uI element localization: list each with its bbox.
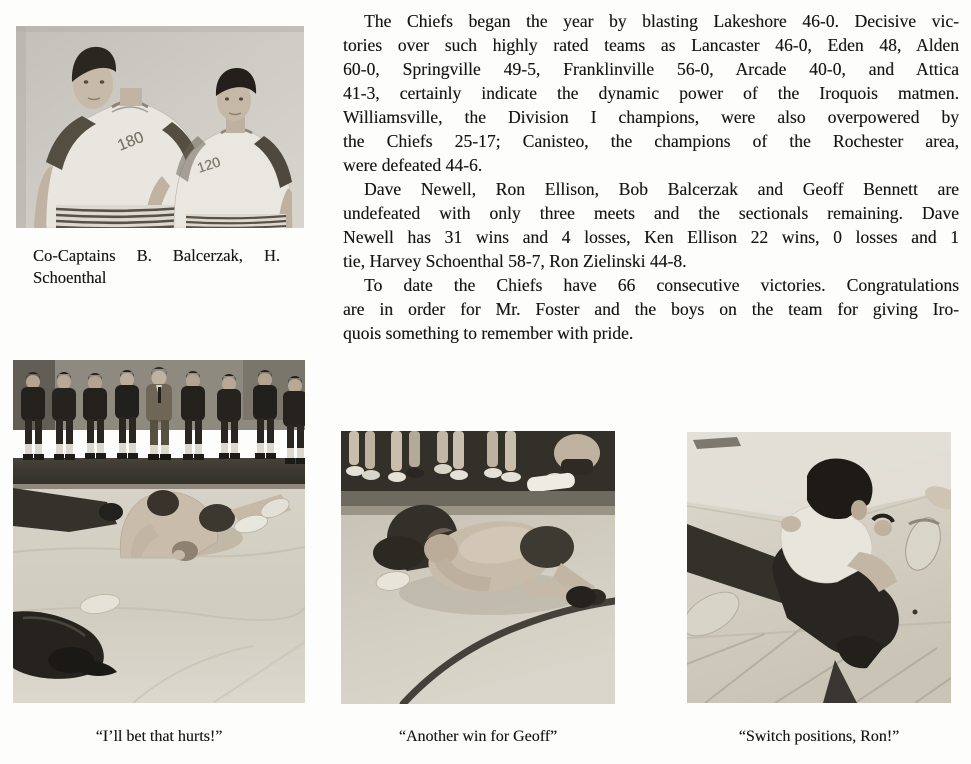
action-photo-pin (13, 360, 305, 703)
article-line: Newell has 31 wins and 4 losses, Ken Ellison 22 wins, 0 losses and 1 (343, 227, 959, 247)
article-paragraph (343, 9, 959, 177)
article-paragraph (343, 177, 959, 273)
article-line: quois something to remember with pride. (343, 323, 634, 343)
article-line: To date the Chiefs have 66 consecutive victories. Congratulations (364, 275, 959, 295)
article-text (343, 9, 959, 345)
article-line: 41-3, certainly indicate the dynamic power of the Iroquois matmen. (343, 83, 959, 103)
captains-caption-line2: Schoenthal (33, 267, 107, 287)
spectators-row (21, 367, 305, 464)
article-line: tie, Harvey Schoenthal 58-7, Ron Zielinski 44-8. (343, 251, 687, 271)
action-photo-2-graphic (341, 431, 615, 704)
captains-photo (16, 26, 304, 228)
article-line: the Chiefs 25-17; Canisteo, the champions of the Rochester area, (343, 131, 959, 151)
captains-caption-line1: Co-Captains B. Balcerzak, H. (33, 246, 280, 265)
action-photo-2-caption: “Another win for Geoff” (398, 728, 558, 745)
article-line: undefeated with only three meets and the sectionals remaining. Dave (343, 203, 959, 223)
action-photo-1-caption: “I’ll bet that hurts!” (95, 728, 223, 745)
article-line: 60-0, Springville 49-5, Franklinville 56-0, Arcade 40-0, and Attica (343, 59, 959, 79)
captains-photo-graphic (16, 26, 304, 228)
action-photo-3-caption: “Switch positions, Ron!” (738, 728, 900, 745)
action-photo-grapple (687, 432, 951, 703)
left-jersey-number: 180 (115, 128, 147, 155)
article-line: are in order for Mr. Foster and the boys on the team for giving Iro- (343, 299, 959, 319)
article-line: tories over such highly rated teams as Lancaster 46-0, Eden 48, Alden (343, 35, 959, 55)
right-jersey-number: 120 (194, 153, 223, 176)
action-photo-3-graphic (687, 432, 951, 703)
article-paragraph (343, 273, 959, 345)
article-line: Williamsville, the Division I champions, were also overpowered by (343, 107, 959, 127)
captains-caption (33, 245, 280, 288)
action-photo-1-graphic (13, 360, 305, 703)
article-line: The Chiefs began the year by blasting Lakeshore 46-0. Decisive vic- (364, 11, 959, 31)
action-photo-geoff-win (341, 431, 615, 704)
article-line: were defeated 44-6. (343, 155, 483, 175)
article-line: Dave Newell, Ron Ellison, Bob Balcerzak and Geoff Bennett are (364, 179, 959, 199)
